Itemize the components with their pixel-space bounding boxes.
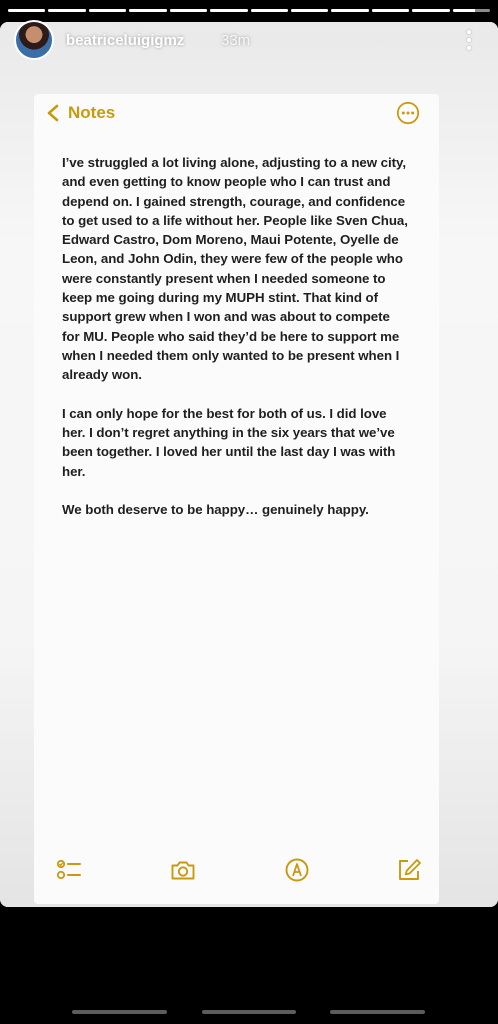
story-progress-segment <box>48 9 85 12</box>
username[interactable]: beatriceluigigmz <box>66 32 185 49</box>
story-progress-segment <box>291 9 328 12</box>
markup-icon[interactable] <box>284 857 310 883</box>
system-nav-bar <box>0 1010 498 1014</box>
note-paragraph: I’ve struggled a lot living alone, adjusting to a new city, and even getting to know people who I can trust and depend on. I gained strength, courage, and confidence to get used to a life without her. People like Sven Chua, Edward Castro, Dom Moreno, Maui Potente, Oyelle de Leon, and John Odin, they were few of the people who were constantly present when I needed someone to keep me going during my MUPH stint. That kind of support grew when I won and was about to compete for MU. People who said they’d be here to support me when I needed them only wanted to be present when I already won. <box>62 155 408 383</box>
story-progress-segment <box>210 9 247 12</box>
story-progress-segment <box>170 9 207 12</box>
nav-back-button[interactable] <box>330 1010 425 1014</box>
checklist-icon[interactable] <box>56 857 82 883</box>
note-paragraph: We both deserve to be happy… genuinely happy. <box>62 502 369 518</box>
note-body[interactable] <box>62 153 422 539</box>
camera-icon[interactable] <box>170 857 196 883</box>
story-progress-segment <box>372 9 409 12</box>
story-progress-bar <box>8 9 490 12</box>
story-progress-segment <box>8 9 45 12</box>
chevron-left-icon[interactable] <box>46 104 60 122</box>
nav-home-button[interactable] <box>202 1010 296 1014</box>
story-progress-segment <box>453 9 490 12</box>
story-progress-segment <box>412 9 449 12</box>
notes-back-button[interactable]: Notes <box>68 103 116 122</box>
more-options-icon[interactable] <box>460 27 478 53</box>
compose-icon[interactable] <box>396 857 422 883</box>
story-progress-segment <box>89 9 126 12</box>
story-timestamp: 33m <box>221 32 251 49</box>
avatar[interactable] <box>14 20 54 60</box>
story-progress-segment <box>331 9 368 12</box>
note-paragraph: I can only hope for the best for both of us. I did love her. I don’t regret anything in the six years that we’ve been together. I loved her until the last day I was with her. <box>62 405 396 479</box>
story-progress-segment <box>129 9 166 12</box>
nav-recents-button[interactable] <box>72 1010 167 1014</box>
story-progress-segment <box>251 9 288 12</box>
ellipsis-circle-icon[interactable] <box>396 101 420 125</box>
